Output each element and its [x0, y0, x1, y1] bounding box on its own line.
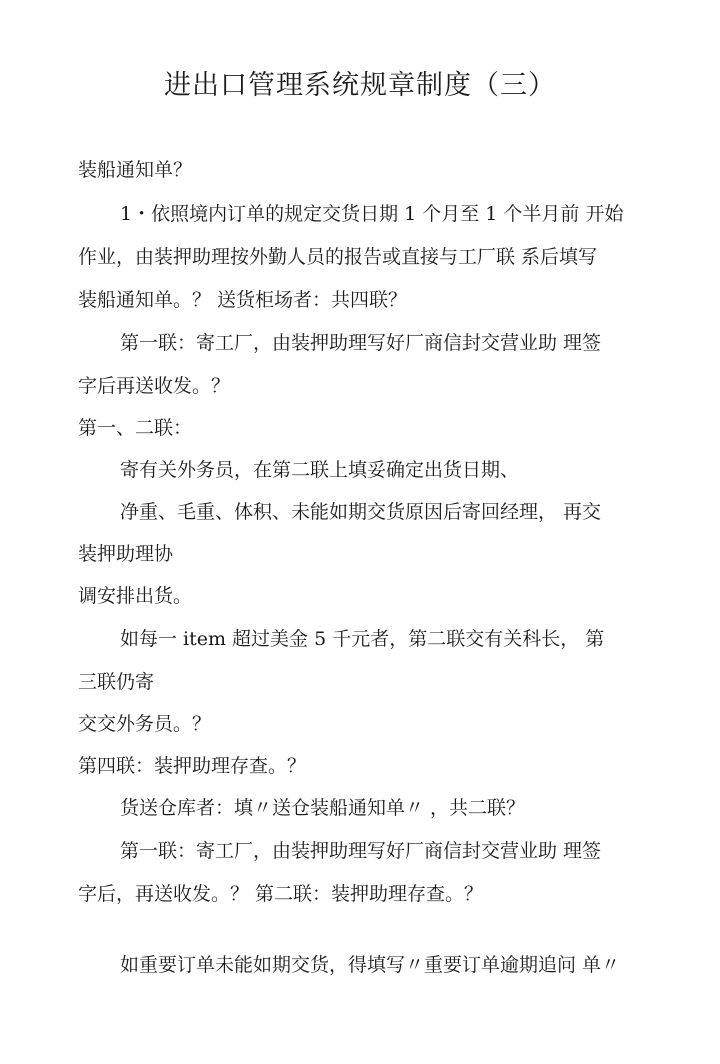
paragraph-line: 第一、二联： — [78, 417, 193, 439]
paragraph-line: 净重、毛重、体积、未能如期交货原因后寄回经理， 再交 — [120, 501, 602, 523]
paragraph-line: 寄有关外务员，在第二联上填妥确定出货日期、 — [120, 459, 520, 481]
paragraph-line: 三联仍寄 — [78, 671, 155, 693]
paragraph-line: 字后，再送收发。？ 第二联：装押助理存查。？ — [78, 883, 484, 905]
paragraph-line: 1・依照境内订单的规定交货日期 1 个月至 1 个半月前 开始 — [120, 203, 624, 225]
paragraph-line: 交交外务员。？ — [78, 713, 212, 735]
paragraph-line: 第四联：装押助理存查。？ — [78, 755, 307, 777]
paragraph-line: 装押助理协 — [78, 543, 174, 565]
section-heading-shipping-notice: 装船通知单？ — [78, 159, 193, 181]
paragraph-line: 装船通知单。？ 送货柜场者：共四联？ — [78, 289, 408, 311]
paragraph-line: 作业，由装押助理按外勤人员的报告或直接与工厂联 系后填写 — [78, 246, 598, 268]
paragraph-line: 如重要订单未能如期交货，得填写〃重要订单逾期追问 单〃 — [120, 954, 621, 976]
paragraph-line: 货送仓库者：填〃送仓装船通知单〃 ，共二联？ — [120, 797, 526, 819]
paragraph-line: 如每一 item 超过美金 5 千元者，第二联交有关科长， 第 — [120, 628, 605, 650]
paragraph-line: 第一联：寄工厂，由装押助理写好厂商信封交营业助 理签 — [120, 840, 602, 862]
paragraph-line: 字后再送收发。？ — [78, 375, 231, 397]
paragraph-line: 第一联：寄工厂，由装押助理写好厂商信封交营业助 理签 — [120, 332, 602, 354]
paragraph-line: 调安排出货。 — [78, 585, 193, 607]
document-title: 进出口管理系统规章制度（三） — [164, 70, 556, 101]
